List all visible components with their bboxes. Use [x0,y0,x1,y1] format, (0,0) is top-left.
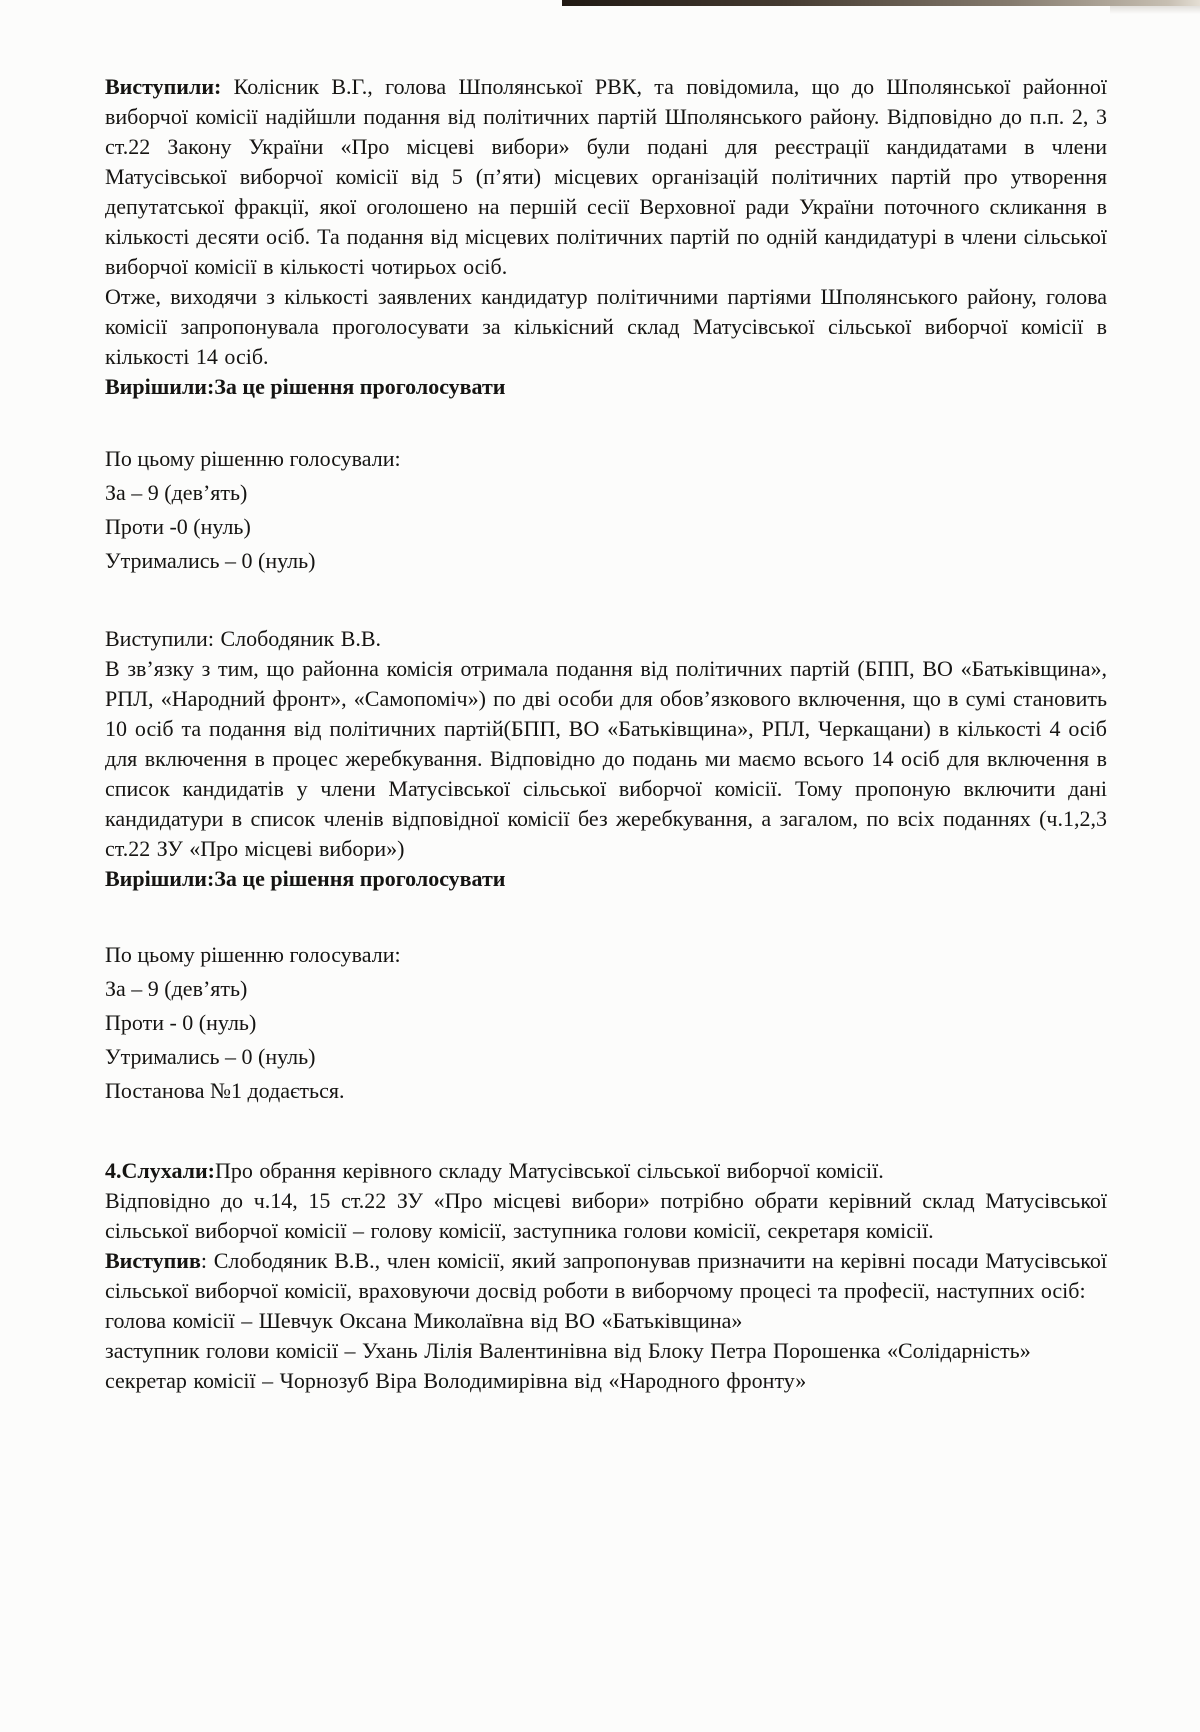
document-page [105,72,1107,1396]
section4-topic: Про обрання керівного складу Матусівської сільської виборчої комісії. [214,1158,884,1183]
section4-heading [105,1156,1107,1186]
scan-edge-artifact [562,0,1200,6]
paragraph-vystupyv-proposal [105,1246,1107,1306]
speaker-slobodianyk-line: Виступили: Слободяник В.В. [105,626,382,651]
lead-vystupyly-1: Виступили: [105,74,222,99]
paragraph-otzhe-proposal: Отже, виходячи з кількості заявлених кандидатур політичними партіями Шполянського району, голова комісії запропонувала проголосувати за кількісний склад Матусівської сільської виборчої комісії в кількості 14 осіб. [105,284,1107,369]
paragraph-kolisnyk-report [105,72,1107,282]
vote-for-1: За – 9 (дев’ять) [105,480,248,505]
resolution-line-2: Вирішили:За це рішення проголосувати [105,866,506,891]
vote-heading-2: По цьому рішенню голосували: [105,942,401,967]
appointment-deputy: заступник голови комісії – Ухань Лілія Валентинівна від Блоку Петра Порошенка «Солідарність» [105,1338,1031,1363]
vote-against-2: Проти - 0 (нуль) [105,1010,257,1035]
appointment-secretary: секретар комісії – Чорнозуб Віра Володимирівна від «Народного фронту» [105,1368,807,1393]
vote-abstained-1: Утримались – 0 (нуль) [105,548,316,573]
paragraph-slobodianyk-report: В зв’язку з тим, що районна комісія отримала подання від політичних партій (БПП, ВО «Батьківщина», РПЛ, «Народний фронт», «Самопоміч») по дві особи для обов’язкового включення, що в сумі становить 10 осіб та подання від політичних партій(БПП, ВО «Батьківщина», РПЛ, Черкащани) в кількості 4 осіб для включення в процес жеребкування. Відповідно до подань ми маємо всього 14 осіб для включення в список кандидатів у члени Матусівської сільської виборчої комісії. Тому пропоную включити дані кандидатури в список членів відповідної комісії без жеребкування, а загалом, по всіх поданнях (ч.1,2,3 ст.22 ЗУ «Про місцеві вибори») [105,656,1107,861]
vote-block-2 [105,938,1107,1108]
vote-abstained-2: Утримались – 0 (нуль) [105,1044,316,1069]
vote-against-1: Проти -0 (нуль) [105,514,251,539]
paragraph-kolisnyk-text: Колісник В.Г., голова Шполянської РВК, та повідомила, що до Шполянської районної виборчої комісії надійшли подання від політичних партій Шполянського району. Відповідно до п.п. 2, 3 ст.22 Закону України «Про місцеві вибори» були подані для реєстрації кандидатами в члени Матусівської виборчої комісії від 5 (п’яти) місцевих організацій політичних партій про утворення депутатської фракції, якої оголошено на першій сесії Верховної ради України поточного скликання в кількості десяти осіб. Та подання від місцевих політичних партій по одній кандидатурі в члени сільської виборчої комісії в кількості чотирьох осіб. [105,74,1107,279]
appointment-head: голова комісії – Шевчук Оксана Миколаївна від ВО «Батьківщина» [105,1308,743,1333]
vote-heading-1: По цьому рішенню голосували: [105,446,401,471]
vote-resolution-attached: Постанова №1 додається. [105,1078,345,1103]
paragraph-vystupyv-text: : Слободяник В.В., член комісії, який запропонував призначити на керівні посади Матусівської сільської виборчої комісії, враховуючи досвід роботи в виборчому процесі та професії, наступних осіб: [105,1248,1107,1303]
vote-for-2: За – 9 (дев’ять) [105,976,248,1001]
resolution-line-1: Вирішили:За це рішення проголосувати [105,374,506,399]
lead-slukhaly-4: 4.Слухали: [105,1158,215,1183]
lead-vystupyv: Виступив [105,1248,201,1273]
vote-block-1 [105,442,1107,578]
paragraph-law-requirement: Відповідно до ч.14, 15 ст.22 ЗУ «Про місцеві вибори» потрібно обрати керівний склад Матусівської сільської виборчої комісії – голову комісії, заступника голови комісії, секретаря комісії. [105,1188,1107,1243]
